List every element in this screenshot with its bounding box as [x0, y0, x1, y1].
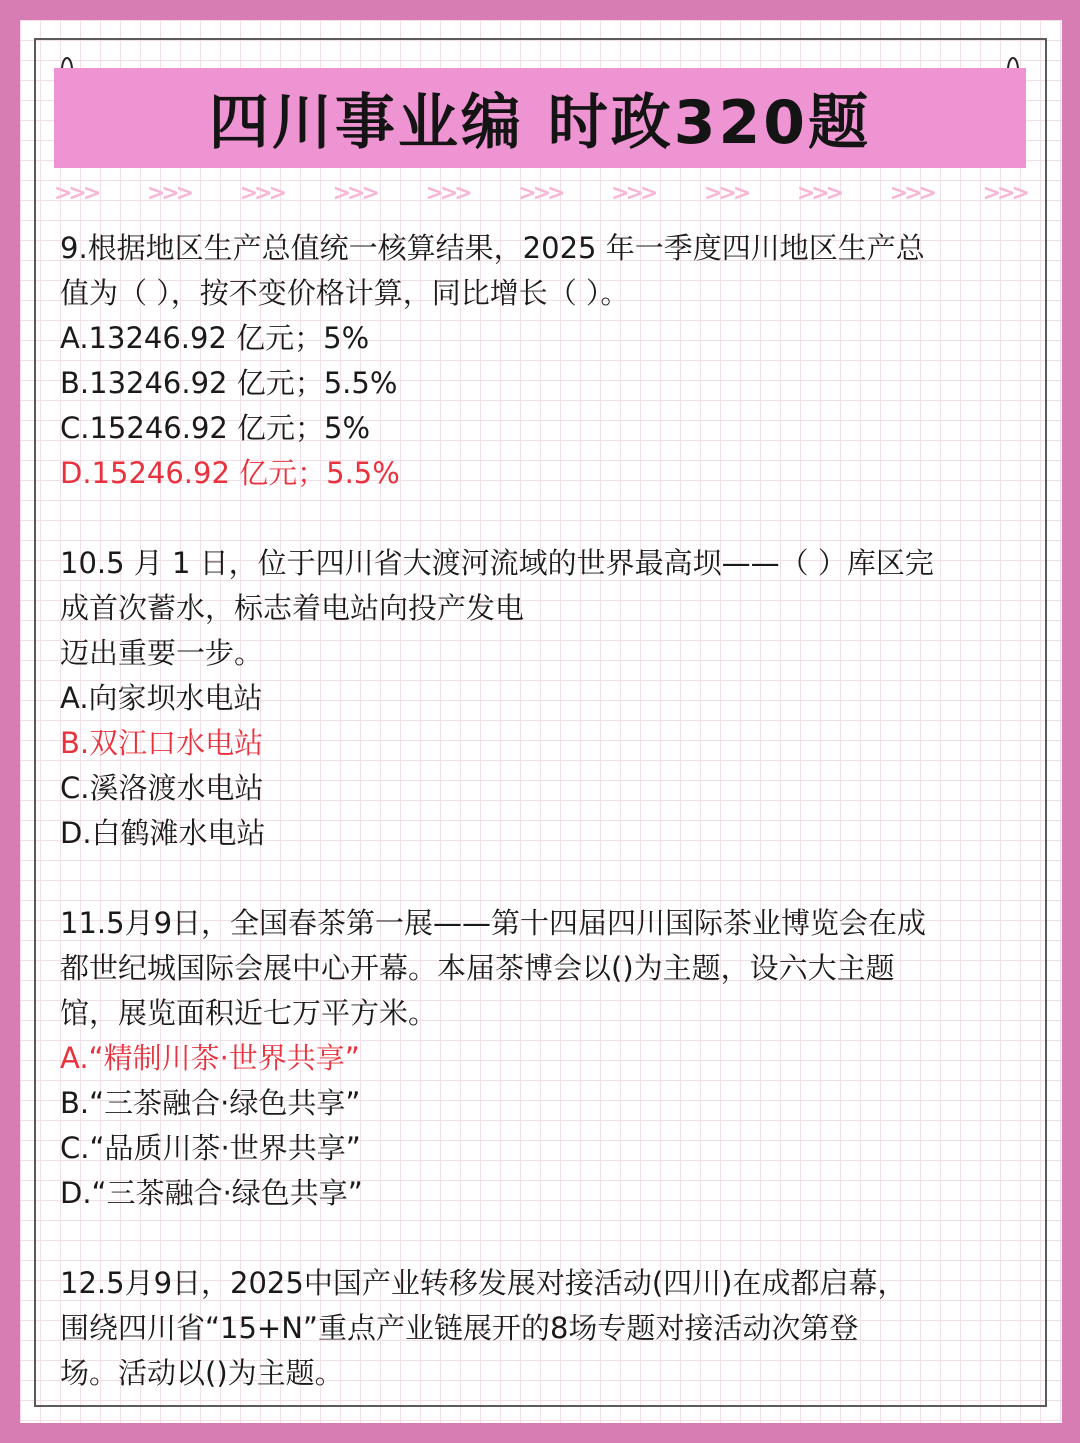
question-list [60, 226, 1030, 1441]
title-banner [54, 68, 1026, 168]
option: A.向家坝水电站 [60, 681, 263, 715]
chevron-icon: >>> [239, 180, 284, 206]
chevron-icon: >>> [425, 180, 469, 206]
question-stem-line: 迈出重要一步。 [60, 636, 264, 670]
option: B.“三茶融合·绿色共享” [60, 1086, 361, 1120]
question-block [60, 226, 1030, 496]
option: D.“三茶融合·绿色共享” [60, 1176, 363, 1210]
chevron-divider [54, 180, 1026, 206]
question-block [60, 541, 1030, 856]
question-stem-line: 12.5月9日，2025中国产业转移发展对接活动(四川)在成都启幕， [60, 1266, 907, 1300]
option: B.13246.92 亿元；5.5% [60, 366, 398, 400]
chevron-icon: >>> [54, 180, 98, 206]
chevron-icon: >>> [611, 180, 655, 206]
question-stem-line: 9.根据地区生产总值统一核算结果，2025 年一季度四川地区生产总 [60, 231, 925, 265]
chevron-icon: >>> [982, 180, 1026, 206]
question-stem-line: 馆，展览面积近七万平方米。 [60, 996, 438, 1030]
question-stem-line: 围绕四川省“15+N”重点产业链展开的8场专题对接活动次第登 [60, 1311, 859, 1345]
chevron-icon: >>> [704, 180, 748, 206]
correct-option: B.双江口水电站 [60, 726, 264, 760]
question-stem-line: 11.5月9日，全国春茶第一展——第十四届四川国际茶业博览会在成 [60, 906, 927, 940]
question-stem-line: 都世纪城国际会展中心开幕。本届茶博会以()为主题，设六大主题 [60, 951, 895, 985]
chevron-icon: >>> [889, 180, 934, 206]
option: A.13246.92 亿元；5% [60, 321, 370, 355]
option: D.白鹤滩水电站 [60, 816, 266, 850]
question-stem-line: 场。活动以()为主题。 [60, 1356, 344, 1390]
chevron-icon: >>> [332, 180, 376, 206]
question-stem-line: 10.5 月 1 日，位于四川省大渡河流域的世界最高坝——（ ）库区完 [60, 546, 934, 580]
option: C.溪洛渡水电站 [60, 771, 264, 805]
question-block [60, 901, 1030, 1216]
question-stem-line: 成首次蓄水，标志着电站向投产发电 [60, 591, 525, 625]
page-title: 四川事业编 时政320题 [208, 88, 872, 158]
chevron-icon: >>> [146, 180, 191, 206]
option: C.“品质川茶·世界共享” [60, 1131, 361, 1165]
question-stem-line: 值为（ ），按不变价格计算，同比增长（ ）。 [60, 276, 630, 310]
chevron-icon: >>> [796, 180, 841, 206]
question-block [60, 1261, 1030, 1396]
correct-option: D.15246.92 亿元；5.5% [60, 456, 400, 490]
option: C.15246.92 亿元；5% [60, 411, 371, 445]
chevron-icon: >>> [518, 180, 562, 206]
correct-option: A.“精制川茶·世界共享” [60, 1041, 360, 1075]
